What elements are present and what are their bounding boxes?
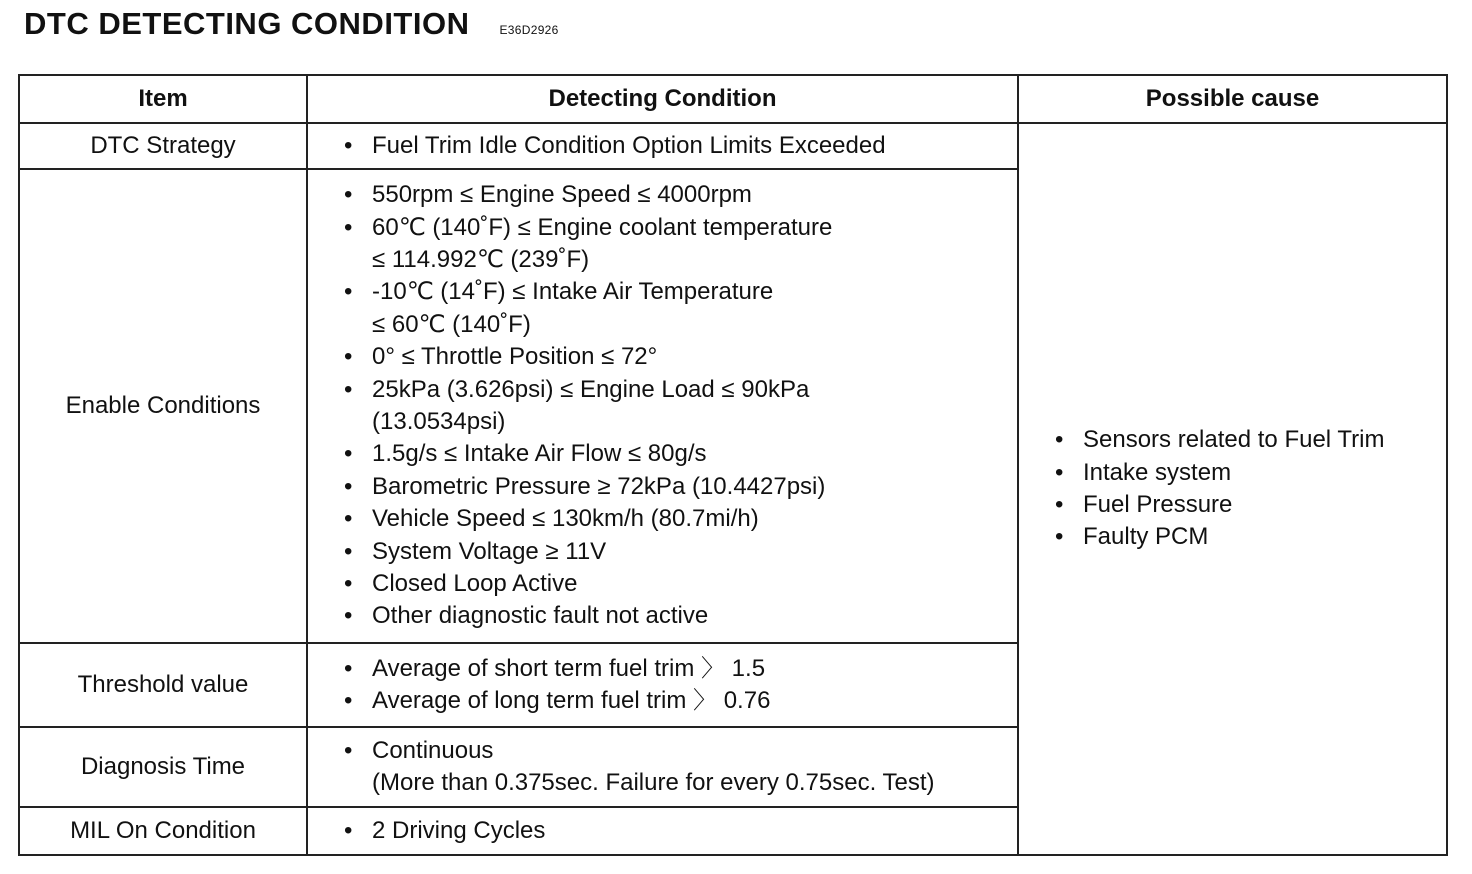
bullet-text-continuation: (More than 0.375sec. Failure for every 0.75sec. Test) xyxy=(372,769,935,796)
bullet-icon: • xyxy=(344,131,353,159)
bullet-text: Barometric Pressure ≥ 72kPa (10.4427psi) xyxy=(372,472,826,500)
bullet-text: 60℃ (140˚F) ≤ Engine coolant temperature xyxy=(372,213,833,241)
bullet-icon: • xyxy=(344,505,353,533)
condition-cell xyxy=(307,727,1018,807)
item-cell: Enable Conditions xyxy=(19,169,307,643)
bullet-item xyxy=(344,815,1007,847)
column-header-detecting-condition: Detecting Condition xyxy=(307,75,1018,123)
item-cell: Threshold value xyxy=(19,643,307,727)
bullet-text: Vehicle Speed ≤ 130km/h (80.7mi/h) xyxy=(372,505,759,533)
page-title: DTC DETECTING CONDITION xyxy=(24,6,470,41)
possible-cause-text: Faulty PCM xyxy=(1083,523,1209,551)
bullet-icon: • xyxy=(1055,523,1064,551)
bullet-item xyxy=(344,568,1007,600)
possible-cause-item xyxy=(1055,424,1436,456)
bullet-icon: • xyxy=(344,736,353,764)
bullet-icon: • xyxy=(344,570,353,598)
condition-cell xyxy=(307,123,1018,169)
possible-cause-text: Fuel Pressure xyxy=(1083,491,1233,518)
bullet-item xyxy=(344,130,1007,162)
bullet-item xyxy=(344,341,1007,373)
bullet-text: Average of long term fuel trim 〉 0.76 xyxy=(372,687,771,714)
bullet-text: -10℃ (14˚F) ≤ Intake Air Temperature xyxy=(372,278,774,306)
bullet-icon: • xyxy=(344,181,353,209)
bullet-icon: • xyxy=(344,687,353,714)
bullet-icon: • xyxy=(344,375,353,403)
bullet-text: 1.5g/s ≤ Intake Air Flow ≤ 80g/s xyxy=(372,440,707,468)
bullet-item xyxy=(344,471,1007,503)
bullet-text: 2 Driving Cycles xyxy=(372,816,546,844)
document-code: E36D2926 xyxy=(499,23,559,37)
condition-cell xyxy=(307,643,1018,727)
bullet-icon: • xyxy=(1055,458,1064,486)
possible-cause-item xyxy=(1055,521,1436,553)
possible-cause-text: Intake system xyxy=(1083,458,1232,486)
bullet-icon: • xyxy=(1055,426,1064,454)
bullet-icon: • xyxy=(344,654,353,682)
bullet-text-continuation: ≤ 60℃ (140˚F) xyxy=(372,310,531,338)
condition-list xyxy=(344,735,1007,800)
bullet-item xyxy=(344,685,1007,717)
bullet-text: Continuous xyxy=(372,736,494,764)
dtc-condition-table xyxy=(18,74,1448,856)
bullet-item xyxy=(344,653,1007,685)
bullet-item xyxy=(344,276,1007,341)
bullet-text: Fuel Trim Idle Condition Option Limits Exceeded xyxy=(372,131,886,159)
bullet-text-continuation: ≤ 114.992℃ (239˚F) xyxy=(372,245,590,273)
table-header-row xyxy=(19,75,1447,123)
condition-cell xyxy=(307,807,1018,855)
title-row xyxy=(24,6,559,42)
bullet-item xyxy=(344,374,1007,439)
bullet-icon: • xyxy=(1055,491,1064,518)
bullet-item xyxy=(344,503,1007,535)
bullet-text: Average of short term fuel trim 〉 1.5 xyxy=(372,654,766,682)
bullet-text: 25kPa (3.626psi) ≤ Engine Load ≤ 90kPa xyxy=(372,375,810,403)
item-cell: DTC Strategy xyxy=(19,123,307,169)
condition-cell xyxy=(307,169,1018,643)
bullet-icon: • xyxy=(344,213,353,241)
bullet-icon: • xyxy=(344,343,353,371)
bullet-item xyxy=(344,179,1007,211)
bullet-text: System Voltage ≥ 11V xyxy=(372,537,607,565)
item-cell: Diagnosis Time xyxy=(19,727,307,807)
bullet-item xyxy=(344,536,1007,568)
bullet-text-continuation: (13.0534psi) xyxy=(372,408,506,435)
condition-list xyxy=(344,179,1007,633)
bullet-text: 0° ≤ Throttle Position ≤ 72° xyxy=(372,343,658,371)
condition-list xyxy=(344,130,1007,162)
bullet-text: 550rpm ≤ Engine Speed ≤ 4000rpm xyxy=(372,181,752,209)
bullet-text: Other diagnostic fault not active xyxy=(372,602,709,630)
bullet-icon: • xyxy=(344,278,353,306)
bullet-icon: • xyxy=(344,537,353,565)
bullet-icon: • xyxy=(344,440,353,468)
bullet-icon: • xyxy=(344,816,353,844)
possible-cause-item xyxy=(1055,457,1436,489)
bullet-icon: • xyxy=(344,602,353,630)
bullet-item xyxy=(344,600,1007,632)
possible-cause-text: Sensors related to Fuel Trim xyxy=(1083,426,1385,454)
item-cell: MIL On Condition xyxy=(19,807,307,855)
column-header-possible-cause: Possible cause xyxy=(1018,75,1447,123)
possible-cause-list xyxy=(1055,424,1436,554)
bullet-item xyxy=(344,212,1007,277)
bullet-item xyxy=(344,735,1007,800)
condition-list xyxy=(344,653,1007,718)
possible-cause-item xyxy=(1055,489,1436,521)
possible-cause-cell xyxy=(1018,123,1447,855)
table-row-dtc-strategy xyxy=(19,123,1447,169)
bullet-text: Closed Loop Active xyxy=(372,570,578,598)
condition-list xyxy=(344,815,1007,847)
column-header-item: Item xyxy=(19,75,307,123)
bullet-item xyxy=(344,438,1007,470)
bullet-icon: • xyxy=(344,472,353,500)
